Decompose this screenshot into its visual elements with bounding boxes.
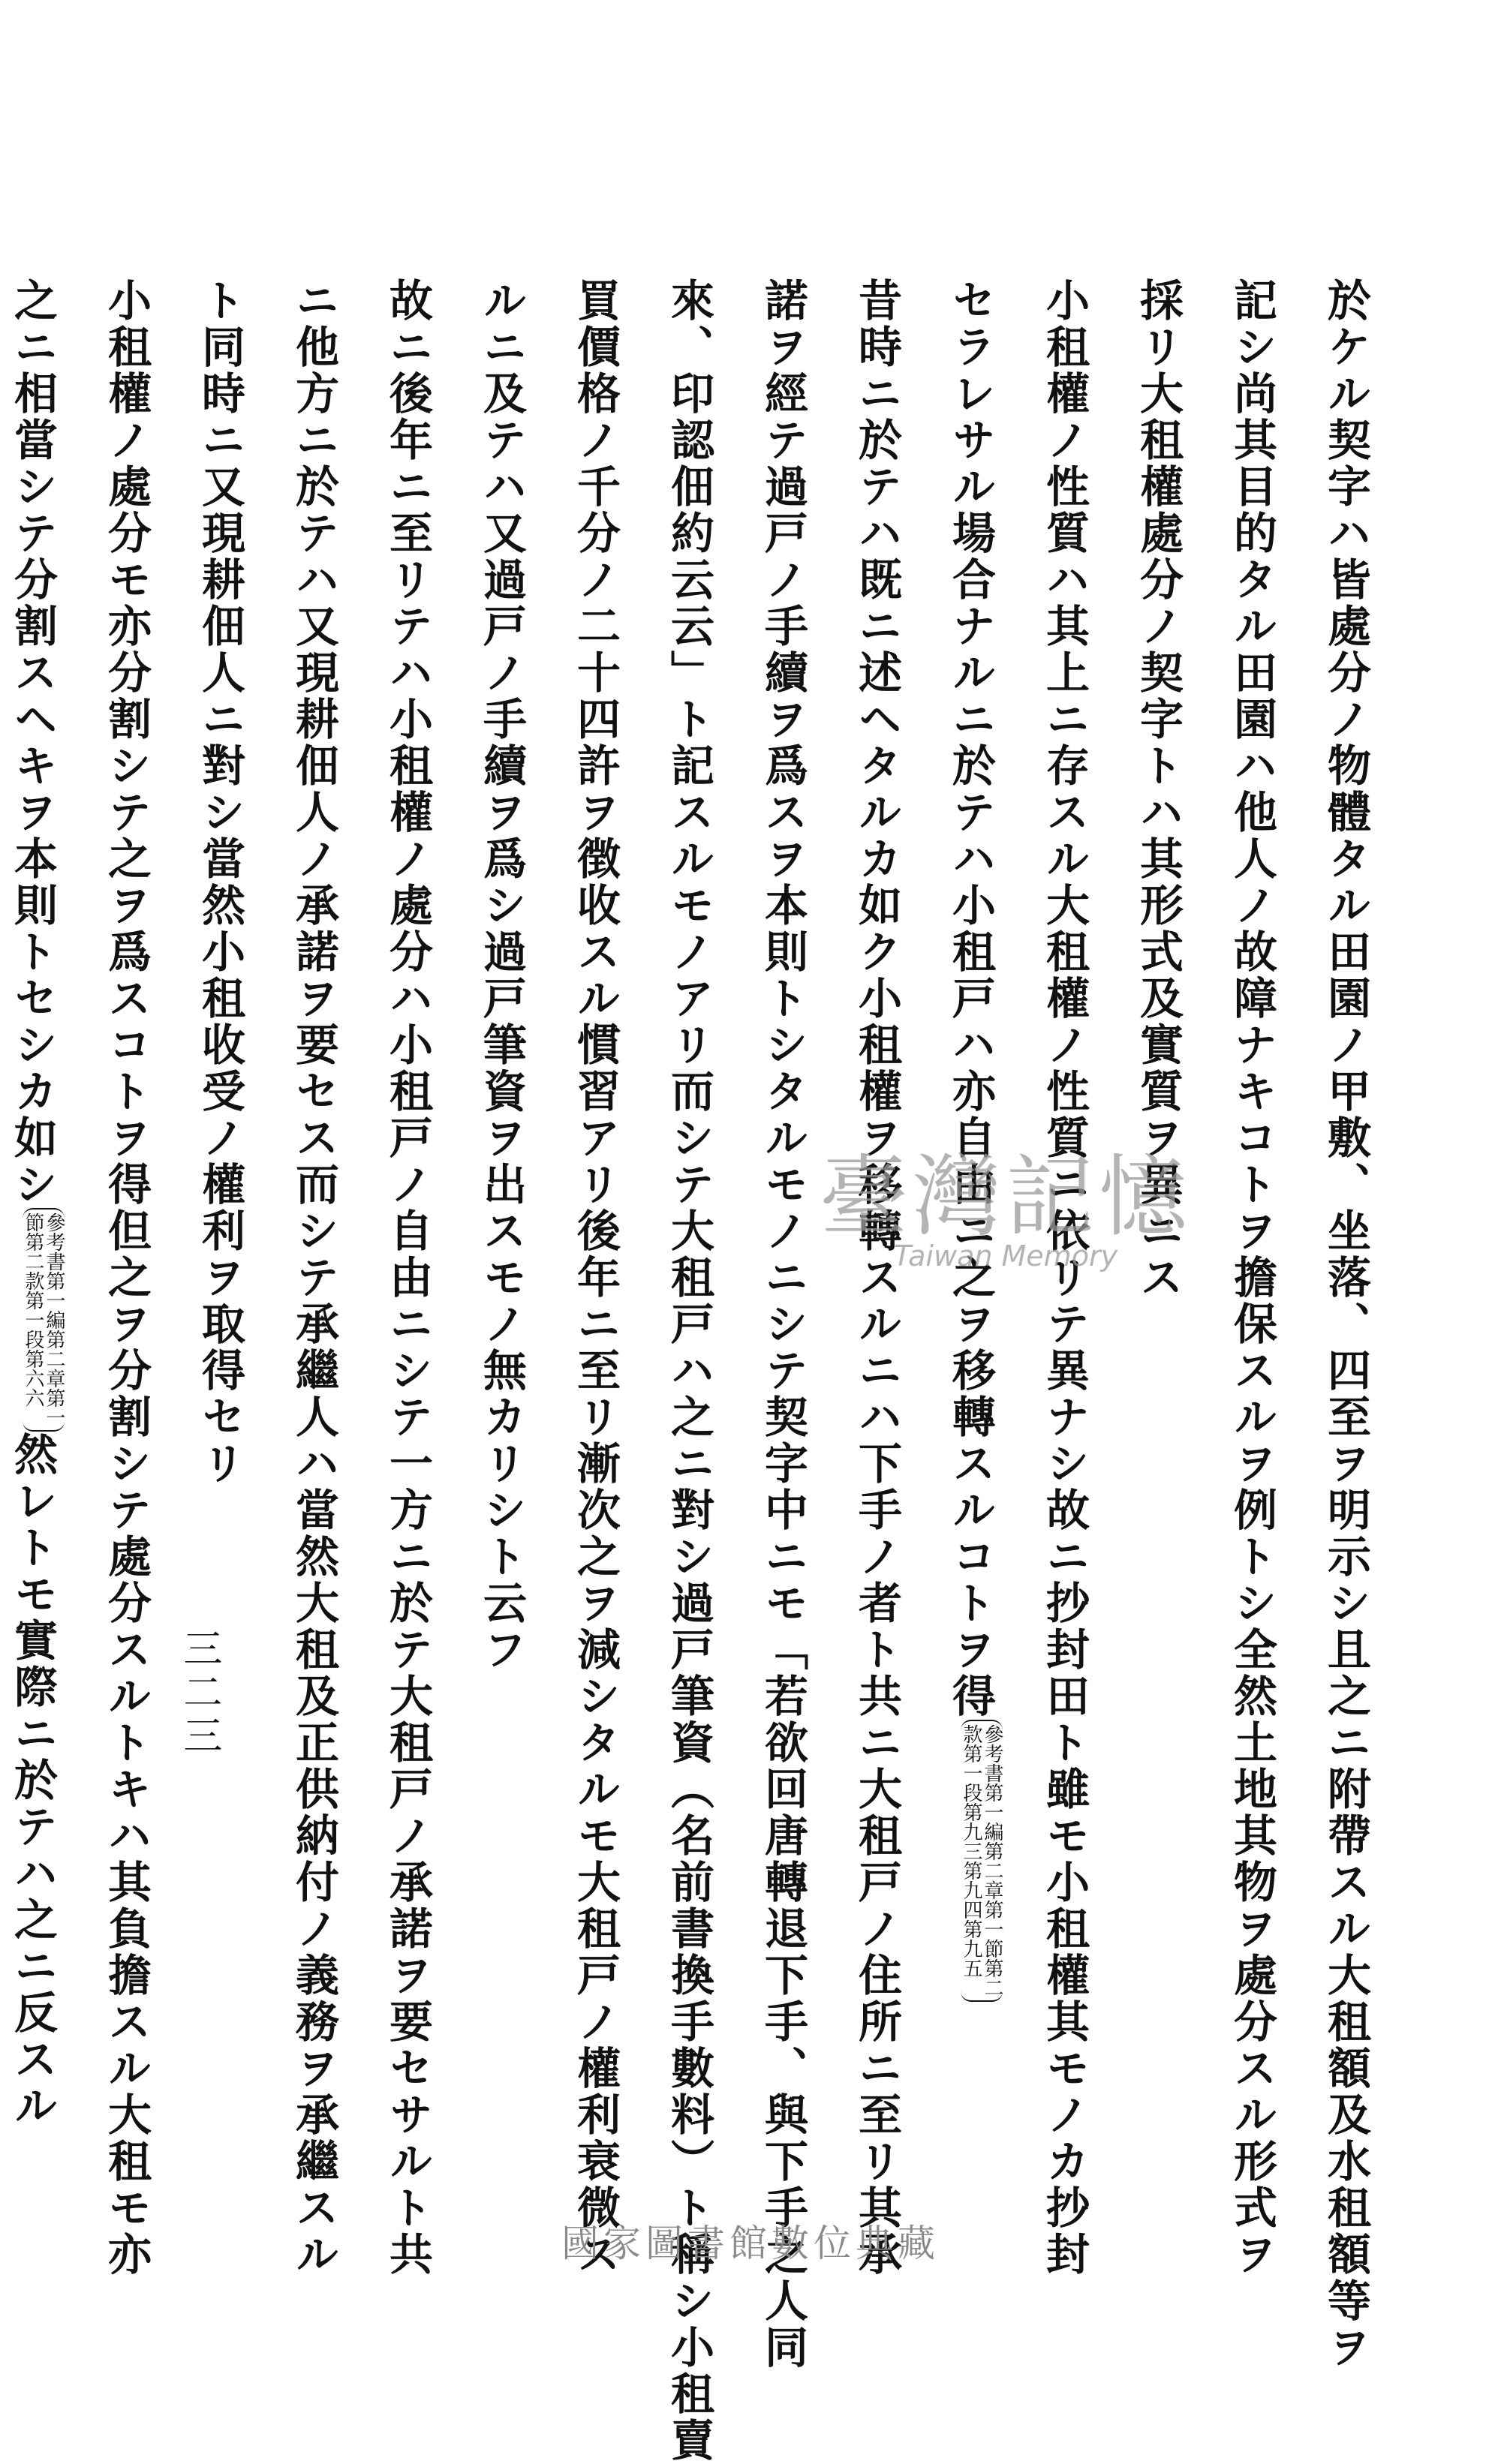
footer-credit: 國家圖書館數位典藏 — [561, 2222, 940, 2265]
line-text: ルニ及テハ又過戸ノ手續ヲ爲シ過戸筆資ヲ出スモノ無カリシト云フ — [476, 278, 527, 1673]
line-text: 採リ大租權處分ノ契字トハ其形式及實質ヲ異ニス — [1133, 278, 1184, 1301]
text-line — [173, 278, 266, 2116]
reference-note-line: 參考書第一編第二章第一 — [43, 1212, 65, 1427]
line-text: 昔時ニ於テハ既ニ述ヘタルカ如ク小租權ヲ移轉スルニハ下手ノ者ト共ニ大租戸ノ住所ニ至リ其承 — [851, 278, 902, 2278]
line-text: 於ケル契字ハ皆處分ノ物體タル田園ノ甲敷、坐落、四至ヲ明示シ且之ニ附帶スル大租額及水租額等ヲ — [1320, 278, 1371, 2371]
watermark-english: Taiwan Memory — [893, 1240, 1118, 1273]
reference-note — [961, 1720, 1003, 2002]
line-text-continued: 然レトモ實際ニ於テハ之ニ反スル — [7, 1432, 58, 2129]
line-text: セラレサル場合ナルニ於テハ小租戸ハ亦自由ニ之ヲ移轉スルコトヲ得 — [945, 278, 996, 1720]
line-text: 記シ尚其目的タル田園ハ他人ノ故障ナキコトヲ擔保スルヲ例トシ全然土地其物ヲ處分スル形式ヲ — [1226, 278, 1277, 2278]
reference-note-line: 款第一段第九三第九四第九五 — [960, 1724, 982, 1978]
line-text: 買價格ノ千分ノ二十四許ヲ徴收スル慣習アリ後年ニ至リ漸次之ヲ減シタルモ大租戸ノ權利衰微ス — [570, 278, 621, 2278]
reference-note-line: 參考書第一編第二章第一節第二 — [981, 1724, 1003, 1997]
watermark-chinese: 臺灣記憶 — [819, 1145, 1192, 1249]
text-line — [0, 278, 79, 2129]
text-line — [642, 278, 735, 2464]
text-line — [1298, 278, 1392, 2371]
line-text: 諾ヲ經テ過戸ノ手續ヲ爲スヲ本則トシタルモノニシテ契字中ニモ「若欲回唐轉退下手、與下手之人同 — [757, 278, 808, 2371]
line-text: ニ他方ニ於テハ又現耕佃人ノ承諾ヲ要セス而シテ承繼人ハ當然大租及正供納付ノ義務ヲ承繼スル — [288, 278, 339, 2278]
page-number: 三二三 — [176, 1628, 221, 1759]
line-text: 小租權ノ性質ハ其上ニ存スル大租權ノ性質ニ依リテ異ナシ故ニ抄封田ト雖モ小租權其モノカ抄封 — [1039, 278, 1090, 2278]
line-text: 故ニ後年ニ至リテハ小租權ノ處分ハ小租戸ノ自由ニシテ一方ニ於テ大租戸ノ承諾ヲ要セサルト共 — [382, 278, 433, 2278]
text-line — [548, 278, 642, 2278]
text-line — [266, 278, 360, 2278]
reference-note-line: 節第二款第一段第六六 — [22, 1212, 44, 1408]
line-text: 小租權ノ處分モ亦分割シテ之ヲ爲スコトヲ得但之ヲ分割シテ處分スルトキハ其負擔スル大租モ亦 — [101, 278, 152, 2278]
reference-note — [23, 1208, 65, 1432]
text-line — [454, 278, 548, 2116]
text-line — [79, 278, 173, 2278]
line-text: 來、印認佃約云云」ト記スルモノアリ而シテ大租戸ハ之ニ對シ過戸筆資（名前書換手數料）ト稱シ小租賣 — [663, 278, 714, 2464]
line-text: 之ニ相當シテ分割スヘキヲ本則トセシカ如シ — [7, 278, 58, 1208]
text-line — [360, 278, 454, 2278]
watermark-logo — [750, 1145, 1261, 1273]
line-text: ト同時ニ又現耕佃人ニ對シ當然小租收受ノ權利ヲ取得セリ — [194, 278, 245, 1487]
